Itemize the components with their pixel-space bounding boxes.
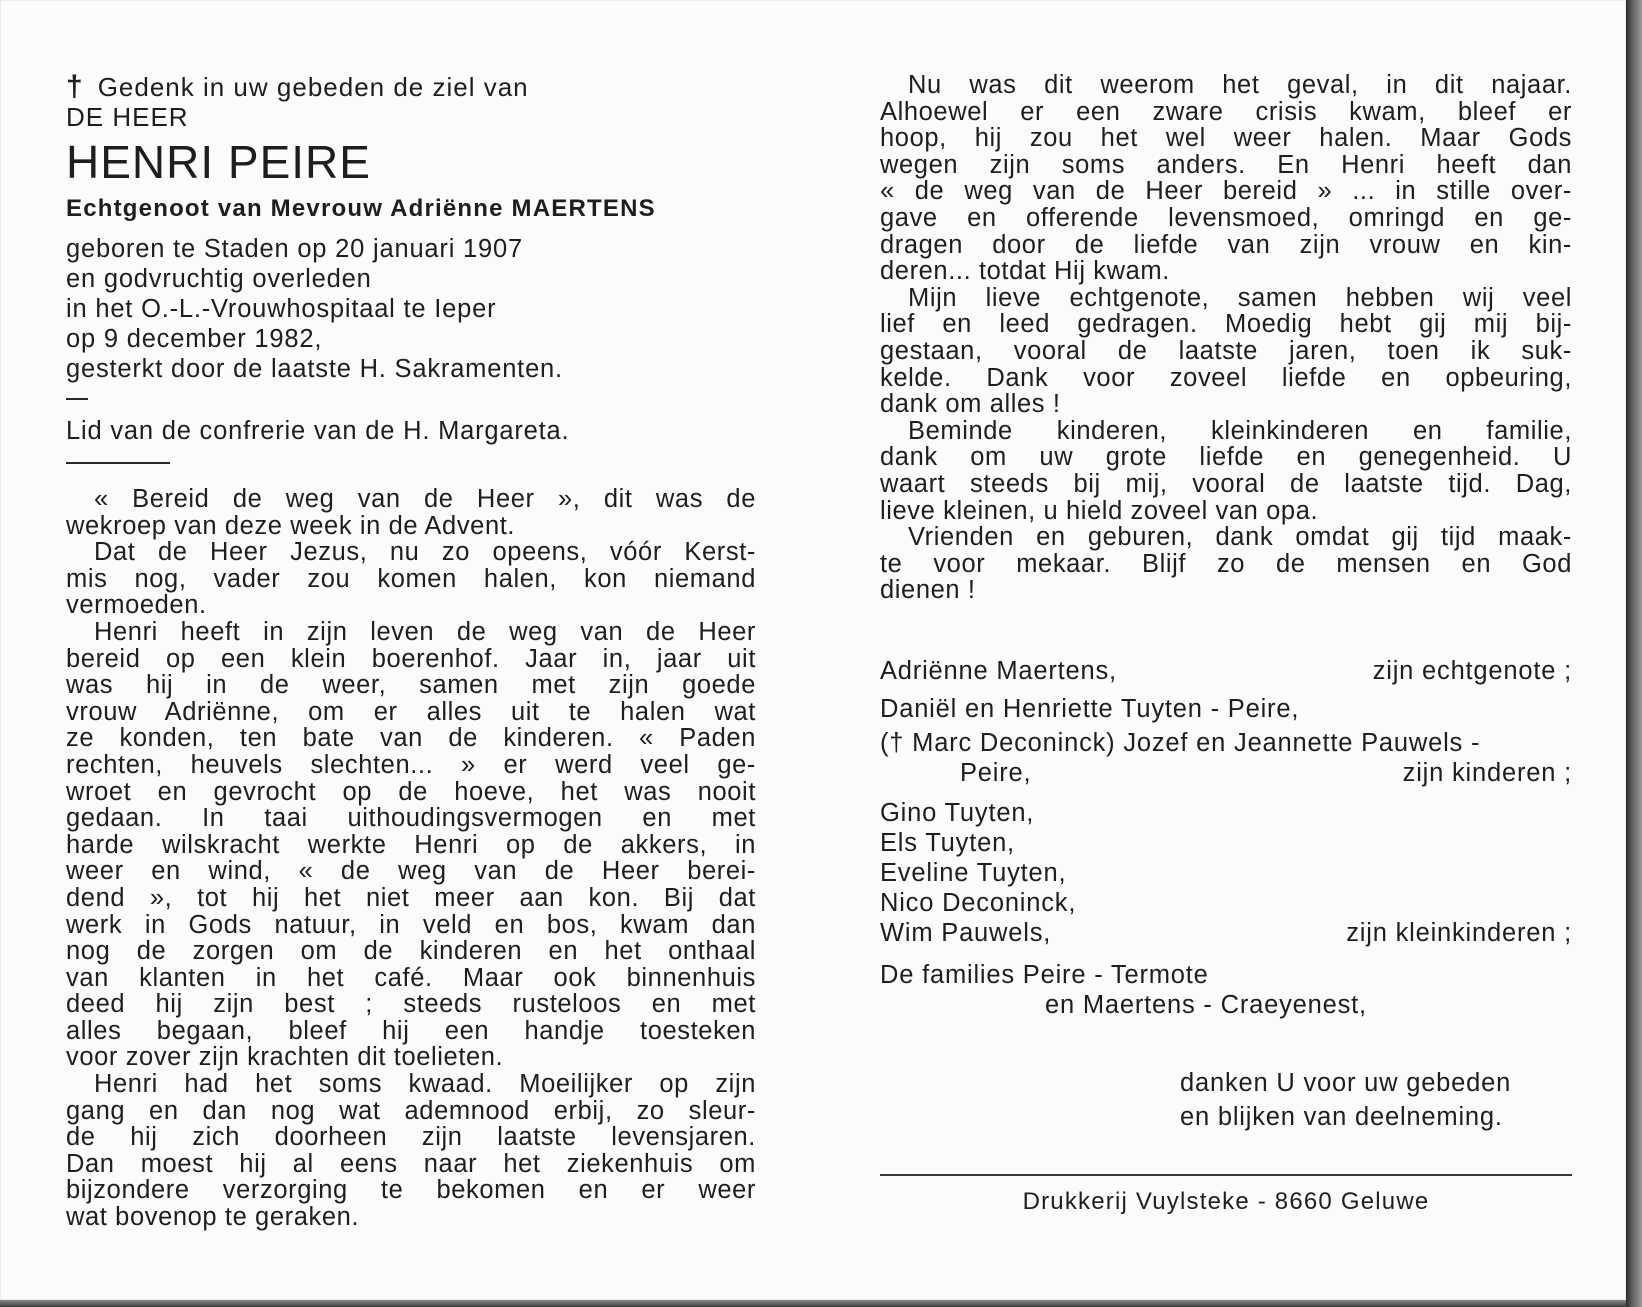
body-line: waart steeds bij mij, vooral de laatste tijd. Dag, bbox=[880, 469, 1572, 498]
body-line: nog de zorgen om de kinderen en het onthaal bbox=[66, 937, 756, 966]
body-line: bijzondere verzorging te bekomen en er weer bbox=[66, 1176, 756, 1205]
body-line: Henri heeft in zijn leven de weg van de Heer bbox=[94, 617, 756, 646]
invocation-text: Gedenk in uw gebeden de ziel van bbox=[97, 72, 529, 102]
scan-edge-bottom bbox=[0, 1300, 1626, 1307]
printer-credit: Drukkerij Vuylsteke - 8660 Geluwe bbox=[1022, 1187, 1430, 1215]
children-role: zijn kinderen ; bbox=[1402, 758, 1572, 787]
body-line: Alhoewel er een zware crisis kwam, bleef er bbox=[880, 97, 1572, 126]
body-line: deren... totdat Hij kwam. bbox=[880, 257, 1170, 286]
body-line: alles begaan, bleef hij een handje toesteken bbox=[66, 1016, 756, 1045]
membership-info: Lid van de confrerie van de H. Margareta. bbox=[66, 417, 570, 445]
body-line: wekroep van deze week in de Advent. bbox=[66, 511, 516, 540]
body-line: was hij in de weer, samen met zijn goede bbox=[66, 671, 756, 700]
grandchild: Els Tuyten, bbox=[880, 828, 1015, 857]
body-line: van klanten in het café. Maar ook binnenhuis bbox=[66, 963, 756, 992]
body-line: gedaan. In taai uithoudingsvermogen en met bbox=[66, 804, 756, 833]
right-body-text bbox=[880, 72, 1572, 604]
body-line: te voor mekaar. Blijf zo de mensen en God bbox=[880, 549, 1572, 578]
body-line: gestaan, vooral de laatste jaren, toen ik suk- bbox=[880, 336, 1572, 365]
body-line: gave en offerende levensmoed, omringd en ge- bbox=[880, 203, 1572, 232]
grandchildren-role: zijn kleinkinderen ; bbox=[1346, 918, 1572, 947]
body-line: kelde. Dank voor zoveel liefde en opbeuring, bbox=[880, 363, 1572, 392]
mourner-children-role-line bbox=[880, 758, 1572, 788]
families-line-1: De families Peire - Termote bbox=[880, 960, 1209, 989]
invocation-line bbox=[66, 72, 756, 102]
families-line-2: en Maertens - Craeyenest, bbox=[1045, 990, 1367, 1019]
separator-dash bbox=[66, 398, 88, 400]
body-line: Beminde kinderen, kleinkinderen en familie, bbox=[908, 416, 1572, 445]
body-line: werk in Gods natuur, in veld en bos, kwam dan bbox=[66, 910, 756, 939]
spouse-role: zijn echtgenote ; bbox=[1372, 656, 1572, 685]
body-line: rechten, heuvels slechten... » er werd veel ge- bbox=[66, 750, 756, 779]
grandchild: Eveline Tuyten, bbox=[880, 858, 1067, 887]
title-text: DE HEER bbox=[66, 102, 189, 132]
thanks-line-1: danken U voor uw gebeden bbox=[1180, 1068, 1512, 1097]
grandchild: Gino Tuyten, bbox=[880, 798, 1035, 827]
body-line: « Bereid de weg van de Heer », dit was de bbox=[94, 485, 756, 513]
body-line: deed hij zijn best ; steeds rusteloos en met bbox=[66, 990, 756, 1019]
body-line: harde wilskracht werkte Henri op de akkers, in bbox=[66, 830, 756, 859]
body-line: weer en wind, « de weg van de Heer berei- bbox=[66, 857, 756, 886]
scan-edge-right bbox=[1626, 0, 1642, 1307]
sacraments-info: gesterkt door de laatste H. Sakramenten. bbox=[66, 355, 563, 383]
body-line: wroet en gevrocht op de hoeve, het was nooit bbox=[66, 777, 756, 806]
body-line: dend », tot hij het niet meer aan kon. Bij dat bbox=[66, 883, 756, 912]
body-line: wegen zijn soms anders. En Henri heeft dan bbox=[880, 150, 1572, 179]
death-info: en godvruchtig overleden bbox=[66, 265, 372, 293]
body-line: vrouw Adriënne, om er alles uit te halen wat bbox=[66, 697, 756, 726]
body-line: hoop, hij zou het wel weer halen. Maar Gods bbox=[880, 124, 1572, 153]
mourner-child-2: († Marc Deconinck) Jozef en Jeannette Pauwels - bbox=[880, 728, 1481, 757]
deceased-name: HENRI PEIRE bbox=[66, 136, 371, 188]
mourner-grandchildren-role-line bbox=[880, 918, 1572, 948]
birth-info: geboren te Staden op 20 januari 1907 bbox=[66, 235, 523, 263]
body-line: Dat de Heer Jezus, nu zo opeens, vóór Kerst- bbox=[94, 538, 756, 567]
cross-icon: † bbox=[66, 70, 84, 103]
body-line: dragen door de liefde van zijn vrouw en kin- bbox=[880, 230, 1572, 259]
footer-rule bbox=[880, 1174, 1572, 1176]
grandchild: Nico Deconinck, bbox=[880, 888, 1077, 917]
body-line: Vrienden en geburen, dank omdat gij tijd maak- bbox=[908, 523, 1572, 552]
thanks-block bbox=[880, 1066, 1572, 1134]
spouse-name: Adriënne Maertens, bbox=[880, 656, 1117, 685]
body-line: « de weg van de Heer bereid » ... in stille over- bbox=[880, 177, 1572, 206]
left-body-text bbox=[66, 486, 756, 1231]
body-line: mis nog, vader zou komen halen, kon niemand bbox=[66, 564, 756, 593]
body-line: ze konden, ten bate van de kinderen. « Paden bbox=[66, 724, 756, 753]
body-line: Dan moest hij al eens naar het ziekenhuis om bbox=[66, 1149, 756, 1178]
body-line: de hij zich doorheen zijn laatste levensjaren. bbox=[66, 1123, 756, 1152]
body-line: dank om alles ! bbox=[880, 390, 1061, 419]
body-line: Henri had het soms kwaad. Moeilijker op zijn bbox=[94, 1070, 756, 1099]
body-line: vermoeden. bbox=[66, 591, 207, 620]
body-line: voor zover zijn krachten dit toelieten. bbox=[66, 1043, 504, 1072]
right-column bbox=[880, 72, 1572, 1216]
mourners-list bbox=[880, 656, 1572, 1020]
mourner-spouse bbox=[880, 656, 1572, 686]
body-line: gang en dan nog wat ademnood erbij, zo sleur- bbox=[66, 1096, 756, 1125]
separator-rule bbox=[66, 462, 170, 464]
body-line: Nu was dit weerom het geval, in dit najaar. bbox=[908, 71, 1572, 99]
thanks-line-2: en blijken van deelneming. bbox=[1180, 1102, 1503, 1131]
spouse-line: Echtgenoot van Mevrouw Adriënne MAERTENS bbox=[66, 195, 656, 222]
body-line: bereid op een klein boerenhof. Jaar in, jaar uit bbox=[66, 644, 756, 673]
body-line: dienen ! bbox=[880, 576, 976, 605]
body-line: lief en leed gedragen. Moedig hebt gij mij bij- bbox=[880, 310, 1572, 339]
grandchild-last: Wim Pauwels, bbox=[880, 918, 1052, 947]
death-date: op 9 december 1982, bbox=[66, 325, 323, 353]
body-line: lieve kleinen, u hield zoveel van opa. bbox=[880, 496, 1319, 525]
body-line: wat bovenop te geraken. bbox=[66, 1203, 360, 1232]
body-line: Mijn lieve echtgenote, samen hebben wij veel bbox=[908, 283, 1572, 312]
left-column bbox=[66, 72, 756, 1231]
death-place: in het O.-L.-Vrouwhospitaal te Ieper bbox=[66, 295, 497, 323]
body-line: dank om uw grote liefde en genegenheid. U bbox=[880, 443, 1572, 472]
child-2-continued: Peire, bbox=[960, 758, 1032, 787]
mourner-child-1: Daniël en Henriette Tuyten - Peire, bbox=[880, 694, 1300, 723]
